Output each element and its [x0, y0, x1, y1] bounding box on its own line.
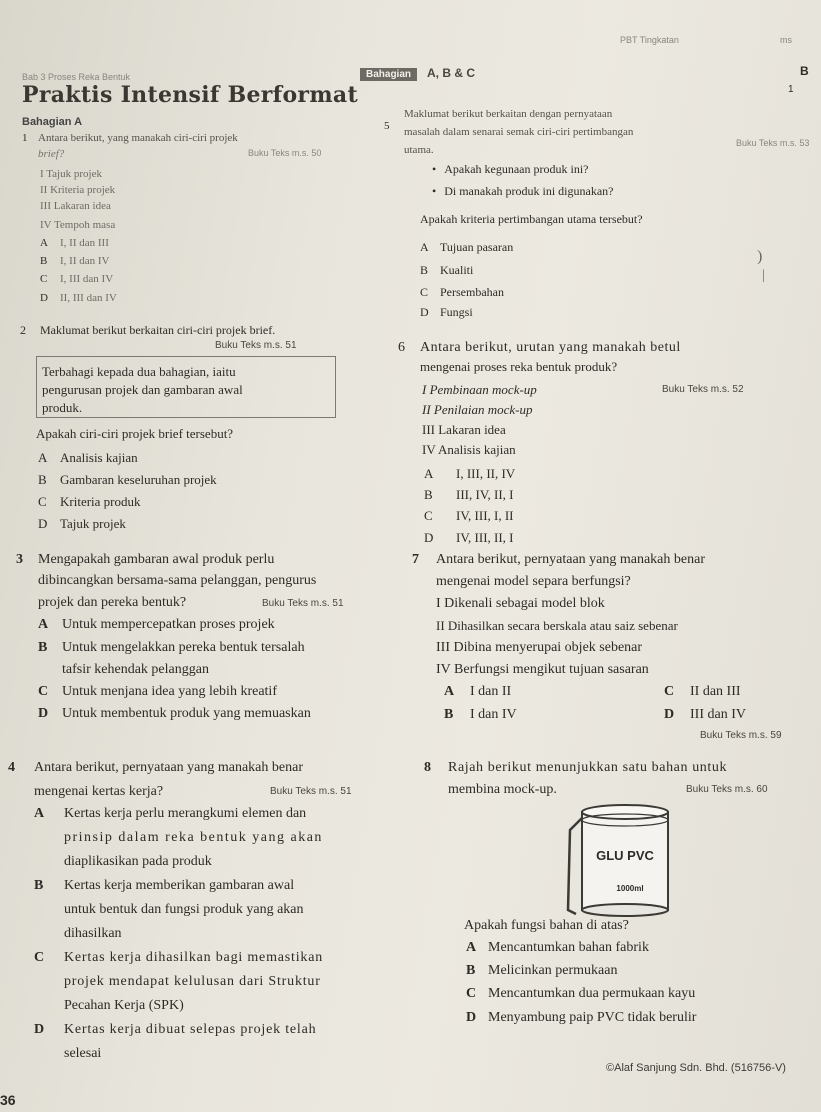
q8-question: Apakah fungsi bahan di atas?: [464, 918, 629, 933]
q4-option-a-letter[interactable]: A: [34, 806, 45, 821]
q4-option-c-line2[interactable]: projek mendapat kelulusan dari Struktur: [64, 974, 321, 989]
q5-option-b-letter[interactable]: B: [420, 263, 429, 277]
q3-option-b-line2[interactable]: tafsir kehendak pelanggan: [62, 662, 209, 677]
q8-option-a[interactable]: Mencantumkan bahan fabrik: [488, 940, 649, 955]
q7-option-a[interactable]: I dan II: [470, 684, 512, 699]
q5-option-c[interactable]: Persembahan: [440, 285, 504, 299]
q7-option-b-letter[interactable]: B: [444, 707, 454, 722]
q2-box-line3: produk.: [42, 400, 83, 415]
q1-item-4: IV Tempoh masa: [40, 219, 116, 231]
q6-option-a[interactable]: I, III, II, IV: [456, 466, 516, 481]
q7-number: 7: [412, 552, 419, 567]
q8-option-b-letter[interactable]: B: [466, 963, 476, 978]
q8-number: 8: [424, 760, 431, 775]
q6-stem-line1: Antara berikut, urutan yang manakah betul: [420, 340, 681, 355]
q8-option-d-letter[interactable]: D: [466, 1010, 477, 1025]
q8-stem-line2: membina mock-up.: [448, 782, 557, 797]
q1-item-2: II Kriteria projek: [40, 184, 116, 196]
q4-option-d-line1[interactable]: Kertas kerja dibuat selepas projek telah: [64, 1022, 317, 1037]
q4-option-d-line2[interactable]: selesai: [64, 1046, 102, 1061]
q6-option-b[interactable]: III, IV, II, I: [456, 487, 514, 502]
q4-number: 4: [8, 760, 15, 775]
q1-option-d-letter[interactable]: D: [40, 292, 48, 304]
q1-option-d[interactable]: II, III dan IV: [60, 292, 117, 304]
q8-option-c[interactable]: Mencantumkan dua permukaan kayu: [488, 986, 696, 1001]
q1-option-a-letter[interactable]: A: [40, 237, 48, 249]
q2-stem: Maklumat berikut berkaitan ciri-ciri projek brief.: [40, 323, 276, 337]
q2-option-c-letter[interactable]: C: [38, 494, 47, 509]
q1-option-b[interactable]: I, II dan IV: [60, 255, 110, 267]
section-tag-parts: A, B & C: [427, 66, 476, 80]
q3-option-b-line1[interactable]: Untuk mengelakkan pereka bentuk tersalah: [62, 640, 305, 655]
can-label: GLU PVC: [596, 848, 654, 863]
q4-option-b-letter[interactable]: B: [34, 878, 44, 893]
q6-item-1: I Pembinaan mock-up: [422, 382, 537, 397]
q1-option-c-letter[interactable]: C: [40, 273, 48, 285]
q5-option-a[interactable]: Tujuan pasaran: [440, 240, 514, 254]
q2-option-a-letter[interactable]: A: [38, 450, 48, 465]
q2-question: Apakah ciri-ciri projek brief tersebut?: [36, 426, 234, 441]
bracket-mark-1: ): [757, 248, 763, 265]
q3-number: 3: [16, 552, 23, 567]
q3-option-a[interactable]: Untuk mempercepatkan proses projek: [62, 617, 275, 632]
glue-can-illustration: [560, 790, 680, 920]
q4-option-a-line3[interactable]: diaplikasikan pada produk: [64, 854, 212, 869]
q4-option-c-letter[interactable]: C: [34, 950, 45, 965]
q5-number: 5: [384, 120, 390, 132]
q7-option-b[interactable]: I dan IV: [470, 707, 517, 722]
section-label: Bahagian A: [22, 116, 83, 128]
q8-option-a-letter[interactable]: A: [466, 940, 477, 955]
q1-option-a[interactable]: I, II dan III: [60, 237, 109, 249]
q2-option-c[interactable]: Kriteria produk: [60, 494, 141, 509]
q6-item-4: IV Analisis kajian: [422, 442, 516, 457]
q5-option-d-letter[interactable]: D: [420, 305, 429, 319]
q2-box-line1: Terbahagi kepada dua bahagian, iaitu: [42, 364, 236, 379]
q5-stem-line1: Maklumat berikut berkaitan dengan pernyataan: [404, 108, 613, 120]
section-tag: Bahagian: [360, 68, 417, 81]
q7-option-c[interactable]: II dan III: [690, 684, 741, 699]
q3-option-d[interactable]: Untuk membentuk produk yang memuaskan: [62, 706, 311, 721]
q5-stem-line2: masalah dalam senarai semak ciri-ciri pertimbangan: [404, 126, 634, 138]
bracket-mark-2: |: [762, 268, 765, 283]
q8-option-c-letter[interactable]: C: [466, 986, 477, 1001]
q3-stem-line1: Mengapakah gambaran awal produk perlu: [38, 552, 275, 567]
q2-option-d[interactable]: Tajuk projek: [60, 516, 126, 531]
q7-option-d-letter[interactable]: D: [664, 707, 675, 722]
q4-stem-line2: mengenai kertas kerja?: [34, 784, 164, 799]
q5-bullet-2: • Di manakah produk ini digunakan?: [432, 184, 614, 199]
q1-ref: Buku Teks m.s. 50: [248, 148, 322, 158]
q1-stem-line2: brief?: [38, 148, 65, 160]
q3-option-c-letter[interactable]: C: [38, 684, 49, 699]
q4-option-c-line1[interactable]: Kertas kerja dihasilkan bagi memastikan: [64, 950, 324, 965]
q4-option-b-line2[interactable]: untuk bentuk dan fungsi produk yang akan: [64, 902, 304, 917]
q3-option-c[interactable]: Untuk menjana idea yang lebih kreatif: [62, 684, 277, 699]
page-title: Praktis Intensif Berformat: [22, 82, 358, 108]
q6-item-2: II Penilaian mock-up: [422, 402, 533, 417]
q6-option-c-letter[interactable]: C: [424, 508, 433, 523]
q4-option-c-line3[interactable]: Pecahan Kerja (SPK): [64, 998, 184, 1013]
q3-ref: Buku Teks m.s. 51: [262, 598, 344, 609]
q7-stem-line1: Antara berikut, pernyataan yang manakah benar: [436, 552, 705, 567]
q2-option-b-letter[interactable]: B: [38, 472, 47, 487]
q6-stem-line2: mengenai proses reka bentuk produk?: [420, 359, 618, 374]
corner-label: ms: [780, 35, 792, 45]
q2-number: 2: [20, 323, 26, 337]
q3-stem-line3: projek dan pereka bentuk?: [38, 595, 187, 610]
q6-option-d-letter[interactable]: D: [424, 530, 434, 545]
q4-ref: Buku Teks m.s. 51: [270, 786, 352, 797]
q8-stem-line1: Rajah berikut menunjukkan satu bahan untuk: [448, 760, 728, 775]
level-label: PBT Tingkatan: [620, 35, 679, 45]
q2-option-a[interactable]: Analisis kajian: [60, 450, 138, 465]
q5-question: Apakah kriteria pertimbangan utama tersebut?: [420, 212, 643, 226]
q4-option-a-line2[interactable]: prinsip dalam reka bentuk yang akan: [64, 830, 323, 845]
q4-option-a-line1[interactable]: Kertas kerja perlu merangkumi elemen dan: [64, 806, 307, 821]
q5-option-a-letter[interactable]: A: [420, 240, 429, 254]
q7-ref: Buku Teks m.s. 59: [700, 730, 782, 741]
q8-option-b[interactable]: Melicinkan permukaan: [488, 963, 618, 978]
q4-option-d-letter[interactable]: D: [34, 1022, 45, 1037]
q4-option-b-line3[interactable]: dihasilkan: [64, 926, 122, 941]
q5-stem-line3: utama.: [404, 144, 434, 156]
q5-ref: Buku Teks m.s. 53: [736, 138, 810, 148]
q6-option-d[interactable]: IV, III, II, I: [456, 530, 514, 545]
can-base: [582, 904, 668, 916]
q3-option-b-letter[interactable]: B: [38, 640, 48, 655]
q7-option-d[interactable]: III dan IV: [690, 707, 746, 722]
q2-option-b[interactable]: Gambaran keseluruhan projek: [60, 472, 217, 487]
q2-option-d-letter[interactable]: D: [38, 516, 48, 531]
can-lid: [582, 805, 668, 819]
q7-option-a-letter[interactable]: A: [444, 684, 455, 699]
q1-item-3: III Lakaran idea: [40, 200, 111, 212]
q5-option-d[interactable]: Fungsi: [440, 305, 473, 319]
copyright-notice: ©Alaf Sanjung Sdn. Bhd. (516756-V): [606, 1062, 786, 1074]
q7-item-1: I Dikenali sebagai model blok: [436, 596, 605, 611]
q7-stem-line2: mengenai model separa berfungsi?: [436, 574, 631, 589]
q1-stem-line1: Antara berikut, yang manakah ciri-ciri projek: [38, 132, 238, 144]
q7-item-2: II Dihasilkan secara berskala atau saiz sebenar: [436, 618, 678, 633]
q1-option-b-letter[interactable]: B: [40, 255, 48, 267]
q8-option-d[interactable]: Menyambung paip PVC tidak berulir: [488, 1010, 697, 1025]
q2-box-line2: pengurusan projek dan gambaran awal: [42, 382, 243, 397]
q5-option-b[interactable]: Kualiti: [440, 263, 474, 277]
q4-stem-line1: Antara berikut, pernyataan yang manakah benar: [34, 760, 303, 775]
q1-number: 1: [22, 132, 28, 144]
q8-ref: Buku Teks m.s. 60: [686, 784, 768, 795]
q3-option-d-letter[interactable]: D: [38, 706, 49, 721]
q4-option-b-line1[interactable]: Kertas kerja memberikan gambaran awal: [64, 878, 295, 893]
q6-option-b-letter[interactable]: B: [424, 487, 433, 502]
q1-item-1: I Tajuk projek: [40, 168, 102, 180]
q7-item-4: IV Berfungsi mengikut tujuan sasaran: [436, 662, 649, 677]
q5-bullet-1: • Apakah kegunaan produk ini?: [432, 162, 589, 177]
chapter-label: Bab 3 Proses Reka Bentuk: [22, 72, 131, 82]
q6-ref: Buku Teks m.s. 52: [662, 384, 744, 395]
q6-number: 6: [398, 340, 405, 355]
section-tag-wrap: [360, 64, 475, 82]
right-number: 1: [788, 84, 794, 95]
q6-item-3: III Lakaran idea: [422, 422, 506, 437]
can-volume: 1000ml: [616, 884, 644, 893]
q7-item-3: III Dibina menyerupai objek sebenar: [436, 640, 643, 655]
q6-option-c[interactable]: IV, III, I, II: [456, 508, 514, 523]
q3-option-a-letter[interactable]: A: [38, 617, 49, 632]
right-letter: B: [800, 64, 809, 78]
q7-option-c-letter[interactable]: C: [664, 684, 675, 699]
q2-ref: Buku Teks m.s. 51: [215, 340, 297, 351]
q5-option-c-letter[interactable]: C: [420, 285, 429, 299]
q6-option-a-letter[interactable]: A: [424, 466, 434, 481]
page-number: 36: [0, 1092, 16, 1108]
q1-option-c[interactable]: I, III dan IV: [60, 273, 114, 285]
q3-stem-line2: dibincangkan bersama-sama pelanggan, pengurus: [38, 573, 317, 588]
